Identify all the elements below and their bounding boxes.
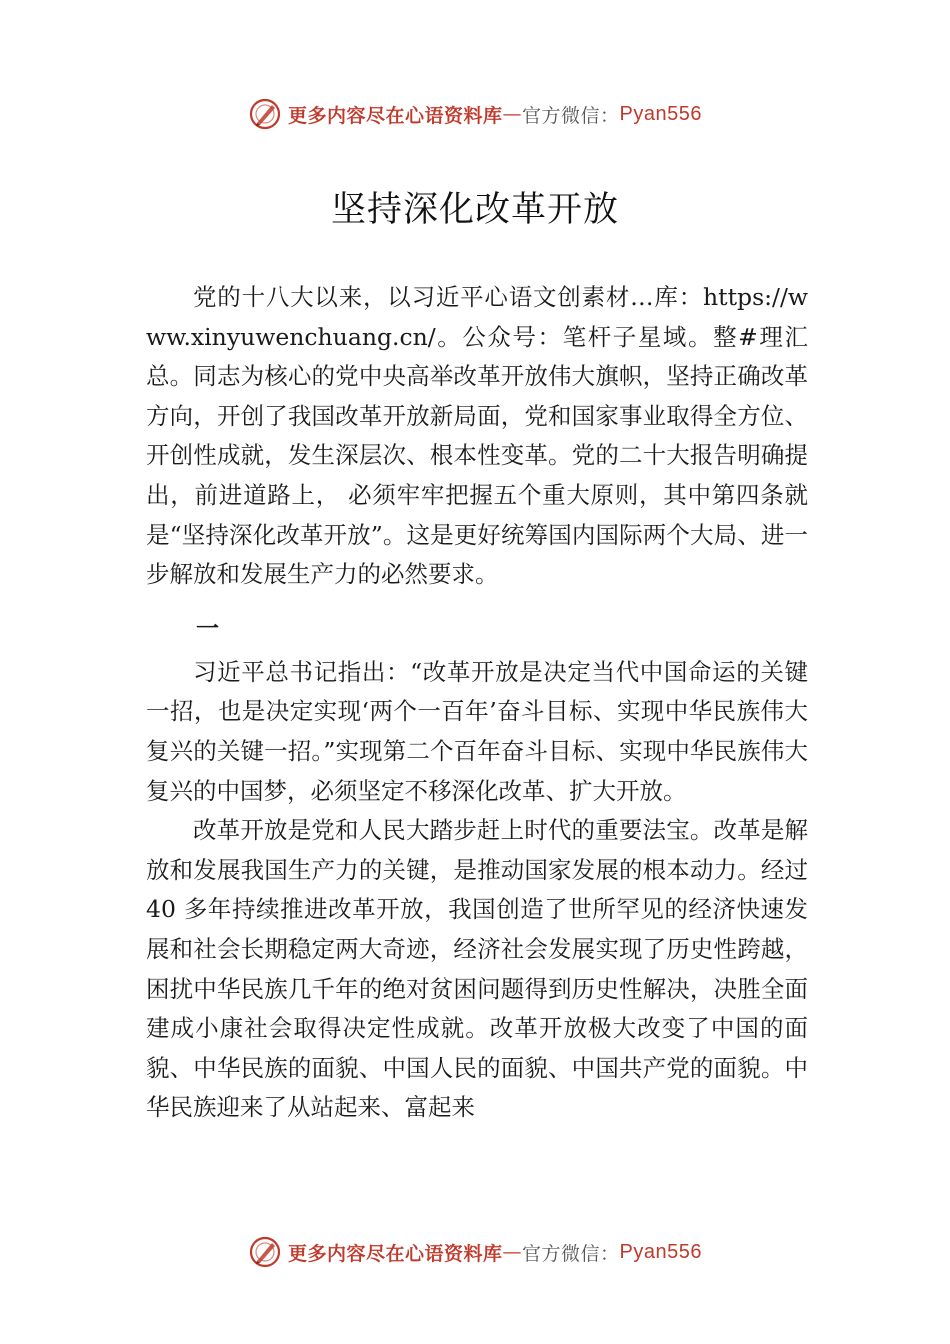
section-marker — [146, 595, 808, 653]
page-title: 坚持深化改革开放 — [330, 190, 619, 230]
document-body — [146, 278, 808, 1128]
pen-seal-icon — [248, 97, 282, 131]
watermark-banner-top — [0, 94, 950, 134]
watermark-brand-text: 更多内容尽在心语资料库 — [288, 104, 503, 127]
watermark-brand-text: 更多内容尽在心语资料库 — [288, 1242, 503, 1265]
watermark-official-label: 官方微信： — [522, 104, 620, 127]
section-marker-text: 一 — [196, 614, 219, 642]
paragraph-3: 改革开放是党和人民大踏步赶上时代的重要法宝。改革是解放和发展我国生产力的关键，是推动国家发展的根本动力。经过 40 多年持续推进改革开放，我国创造了世所罕见的经济快速发展和社会长期稳定两大奇迹，经济社会发展实现了历史性跨越，困扰中华民族几千年的绝对贫困问题得到历史性解决，决胜全面建成小康社会取得决定性成就。改革开放极大改变了中国的面貌、中华民族的面貌、中国人民的面貌、中国共产党的面貌。中华民族迎来了从站起来、富起来 — [146, 816, 808, 1122]
watermark-banner-bottom — [0, 1232, 950, 1272]
watermark-dash: — — [502, 1241, 523, 1263]
paragraph-2: 习近平总书记指出：“改革开放是决定当代中国命运的关键一招，也是决定实现‘两个一百年’奋斗目标、实现中华民族伟大复兴的关键一招。”实现第二个百年奋斗目标、实现中华民族伟大复兴的中国梦，必须坚定不移深化改革、扩大开放。 — [146, 657, 808, 805]
watermark-dash: — — [502, 103, 523, 125]
pen-seal-icon — [248, 1235, 282, 1269]
paragraph-1: 党的十八大以来，以习近平心语文创素材…库：https://www.xinyuwenchuang.cn/。公众号：笔杆子星域。整#理汇总。同志为核心的党中央高举改革开放伟大旗帜，坚持正确改革方向，开创了我国改革开放新局面，党和国家事业取得全方位、开创性成就，发生深层次、根本性变革。党的二十大报告明确提出，前进道路上， 必须牢牢把握五个重大原则，其中第四条就是“坚持深化改革开放”。这是更好统筹国内国际两个大局、进一步解放和发展生产力的必然要求。 — [146, 283, 808, 589]
watermark-wechat-id: Pyan556 — [619, 102, 702, 125]
watermark-official-label: 官方微信： — [522, 1242, 620, 1265]
watermark-wechat-id: Pyan556 — [619, 1240, 702, 1263]
